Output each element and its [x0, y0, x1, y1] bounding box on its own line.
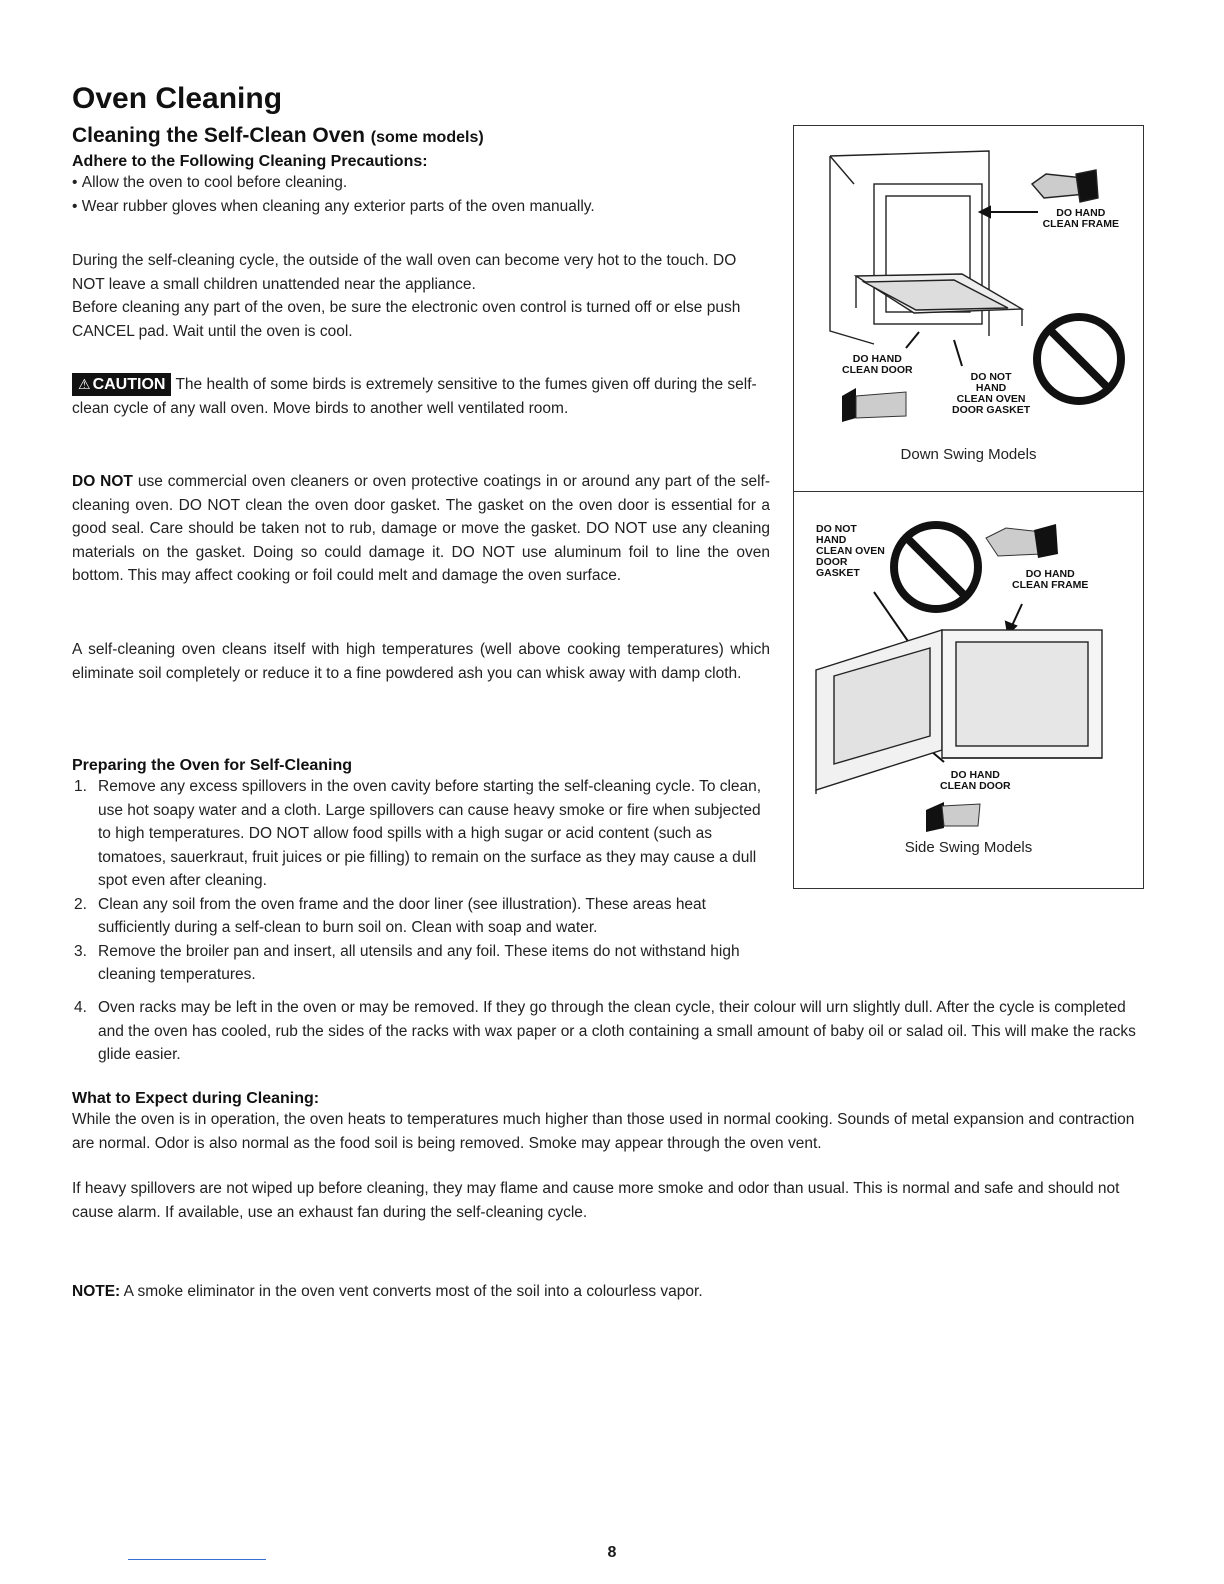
caution-label: CAUTION: [92, 376, 166, 393]
note-lead: NOTE:: [72, 1283, 121, 1300]
preparing-block: [72, 757, 770, 987]
caution-block: [72, 373, 770, 420]
selfclean-paragraph: A self-cleaning oven cleans itself with high temperatures (well above cooking temperatures) which eliminate soil completely or reduce it to a fine powdered ash you can whisk away with damp cloth.: [72, 641, 770, 682]
intro-paragraph-1: During the self-cleaning cycle, the outside of the wall oven can become very hot to the touch. DO NOT leave a small children unattended near the appliance.: [72, 252, 737, 293]
caution-badge: [72, 373, 171, 396]
callout-line: DO NOT: [970, 371, 1012, 383]
down-frame-callout: [1043, 208, 1119, 230]
callout-line: DO HAND: [852, 353, 902, 365]
caution-text: The health of some birds is extremely sensitive to the fumes given off during the self-clean cycle of any wall oven. Move birds to another well ventilated room.: [72, 376, 757, 417]
callout-line: DO HAND: [1056, 207, 1106, 219]
side-frame-callout: [1012, 569, 1088, 591]
list-item: • Allow the oven to cool before cleaning.: [72, 171, 770, 195]
section-title-main: Cleaning the Self-Clean Oven: [72, 124, 365, 147]
step-text: Remove any excess spillovers in the oven cavity before starting the self-cleaning cycle. To clean, use hot soapy water and a cloth. Large spillovers can cause heavy smoke or fire when subjected to high temperatures. DO NOT allow food spills with a high sugar or acid content (such as tomatoes, sauerkraut, fruit juices or pie filling) to remain on the surface as they may cause a dull spot even after cleaning.: [98, 778, 762, 889]
page-title: Oven Cleaning: [72, 82, 283, 115]
precautions-heading: Adhere to the Following Cleaning Precautions:: [72, 153, 428, 170]
list-item: 2. Clean any soil from the oven frame and the door liner (see illustration). These areas heat sufficiently during a self-clean to burn soil on. Clean with soap and water.: [74, 895, 706, 936]
precautions-list: [72, 171, 770, 218]
figure-down-swing: [793, 125, 1144, 494]
expect-paragraph-2: If heavy spillovers are not wiped up before cleaning, they may flame and cause more smoke and odor than usual. This is normal and safe and should not cause alarm. If available, use an exhaust fan during the self-cleaning cycle.: [72, 1180, 1120, 1221]
page-number: 8: [607, 1544, 617, 1561]
expect-block: [72, 1090, 1142, 1224]
callout-line: GASKET: [816, 567, 860, 579]
list-item: 1. Remove any excess spillovers in the oven cavity before starting the self-cleaning cycle. To clean, use hot soapy water and a cloth. Large spillovers can cause heavy smoke or fire when subjected to high temperatures. DO NOT allow food spills with a high sugar or acid content (such as tomatoes, sauerkraut, fruit juices or pie filling) to remain on the surface as they may cause a dull spot even after cleaning.: [74, 778, 762, 889]
down-gasket-callout: [952, 372, 1030, 416]
callout-line: CLEAN FRAME: [1012, 579, 1089, 591]
donot-paragraph: [72, 470, 770, 588]
callout-line: DO HAND: [1025, 568, 1075, 580]
section-title: [72, 124, 484, 148]
callout-line: DO NOT: [816, 523, 857, 535]
callout-line: CLEAN FRAME: [1042, 218, 1119, 230]
callout-line: HAND: [975, 382, 1007, 394]
preparing-heading: Preparing the Oven for Self-Cleaning: [72, 757, 353, 774]
down-door-callout: [842, 354, 913, 376]
donot-text: use commercial oven cleaners or oven protective coatings in or around any part of the self-cleaning oven. DO NOT clean the oven door gasket. The gasket on the oven door is essential for a good seal. Care should be taken not to rub, damage or move the gasket. DO NOT use any cleaning materials on the gasket. Doing so could damage it. DO NOT use aluminum foil to line the oven bottom. This may affect cooking or foil could melt and damage the oven surface.: [72, 473, 771, 584]
figure-side-swing: [793, 491, 1144, 889]
footer-rule: [128, 1559, 266, 1560]
callout-line: DOOR: [816, 556, 848, 568]
list-item: • Wear rubber gloves when cleaning any exterior parts of the oven manually.: [72, 195, 770, 219]
down-swing-caption: Down Swing Models: [900, 446, 1037, 463]
section-title-suffix: (some models): [370, 129, 484, 146]
intro-paragraphs: [72, 249, 770, 343]
expect-heading: What to Expect during Cleaning:: [72, 1090, 320, 1107]
note-text: A smoke eliminator in the oven vent converts most of the soil into a colourless vapor.: [123, 1283, 703, 1300]
note-paragraph: [72, 1280, 1142, 1304]
precautions-block: [72, 153, 770, 218]
callout-line: CLEAN DOOR: [842, 364, 913, 376]
intro-paragraph-2: Before cleaning any part of the oven, be sure the electronic oven control is turned off or else push CANCEL pad. Wait until the oven is cool.: [72, 299, 741, 340]
callout-line: CLEAN DOOR: [940, 780, 1011, 792]
list-item: 4. Oven racks may be left in the oven or may be removed. If they go through the clean cycle, their colour will urn slightly dull. After the cycle is completed and the oven has cooled, rub the sides of the racks with wax paper or a cloth containing a small amount of baby oil or salad oil. This will make the racks glide easier.: [74, 999, 1136, 1063]
down-swing-illustration: [794, 126, 1143, 493]
step-text: Remove the broiler pan and insert, all utensils and any foil. These items do not withstand high cleaning temperatures.: [98, 942, 740, 983]
side-door-callout: [940, 770, 1011, 792]
donot-lead: DO NOT: [72, 473, 133, 490]
callout-line: CLEAN OVEN: [816, 545, 885, 557]
preparing-steps-cont: [72, 996, 1142, 1067]
step-text: Oven racks may be left in the oven or may be removed. If they go through the clean cycle, their colour will urn slightly dull. After the cycle is completed and the oven has cooled, rub the sides of the racks with wax paper or a cloth containing a small amount of baby oil or salad oil. This will make the racks glide easier.: [98, 999, 1136, 1063]
step-text: Clean any soil from the oven frame and the door liner (see illustration). These areas heat sufficiently during a self-clean to burn soil on. Clean with soap and water.: [98, 895, 706, 936]
side-swing-caption: Side Swing Models: [904, 839, 1033, 856]
callout-line: DOOR GASKET: [952, 404, 1031, 416]
side-gasket-callout: [816, 524, 885, 579]
warning-icon: ⚠: [78, 376, 91, 392]
callout-line: CLEAN OVEN: [956, 393, 1026, 405]
callout-line: HAND: [816, 534, 847, 546]
expect-paragraph-1: While the oven is in operation, the oven heats to temperatures much higher than those used in normal cooking. Sounds of metal expansion and contraction are normal. Odor is also normal as the food soil is being removed. Smoke may appear through the oven vent.: [72, 1111, 1135, 1152]
callout-line: DO HAND: [950, 769, 1000, 781]
preparing-steps: [72, 775, 770, 987]
list-item: 3. Remove the broiler pan and insert, all utensils and any foil. These items do not withstand high cleaning temperatures.: [74, 942, 740, 983]
preparing-step-4: [72, 996, 1142, 1067]
